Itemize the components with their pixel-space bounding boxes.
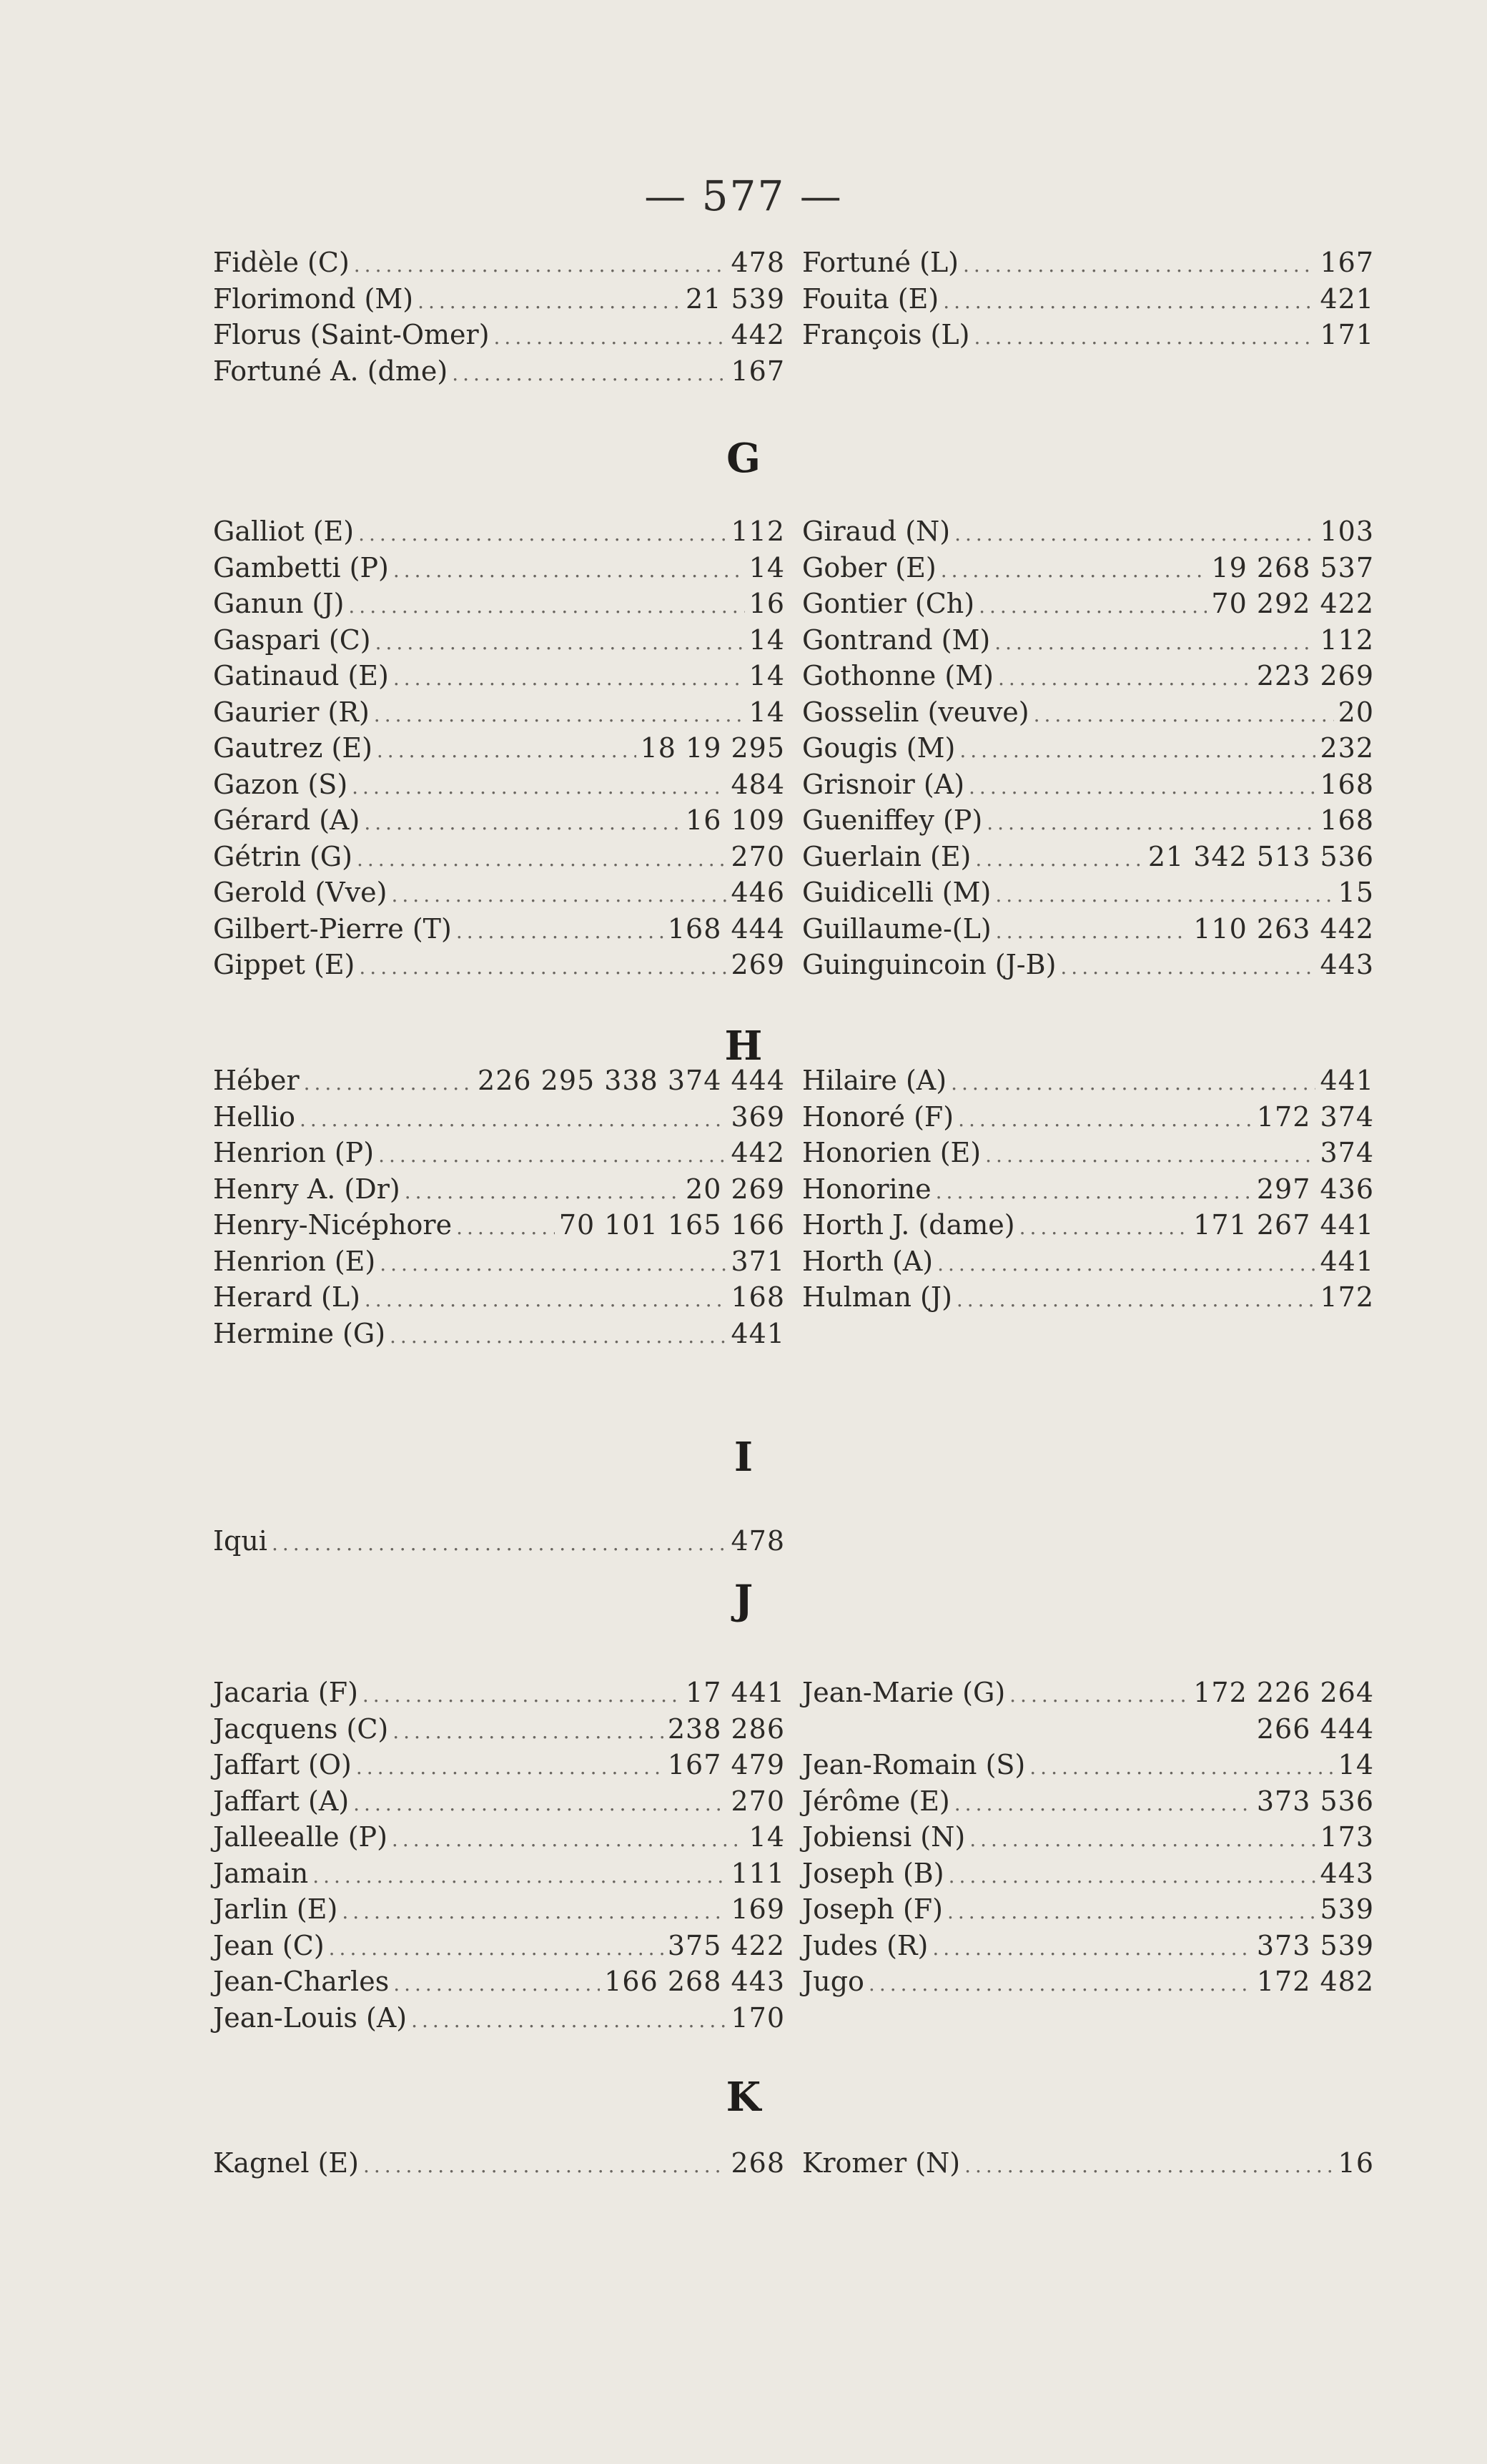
dot-leader bbox=[947, 1894, 1315, 1930]
entry-pages: 112 bbox=[1320, 624, 1374, 656]
dot-leader bbox=[974, 320, 1315, 355]
dot-leader bbox=[405, 1174, 681, 1210]
entry-pages: 14 bbox=[749, 660, 785, 691]
entry-pages: 172 374 bbox=[1256, 1100, 1374, 1133]
dot-leader bbox=[985, 1138, 1315, 1173]
index-entry bbox=[802, 1207, 1374, 1243]
entry-pages: 539 bbox=[1320, 1893, 1374, 1925]
entry-name: Gober (E) bbox=[802, 551, 937, 583]
index-entry bbox=[213, 1856, 785, 1892]
entry-name: Henrion (E) bbox=[213, 1245, 376, 1277]
entry-name: Gontier (Ch) bbox=[802, 588, 975, 619]
index-entry bbox=[213, 874, 785, 911]
entry-pages: 17 441 bbox=[686, 1677, 785, 1708]
index-entry bbox=[802, 1675, 1374, 1711]
index-entry bbox=[213, 658, 785, 694]
column-left bbox=[213, 245, 785, 389]
entry-name: Héber bbox=[213, 1065, 300, 1096]
index-entry bbox=[802, 911, 1374, 947]
entry-name: Jarlin (E) bbox=[213, 1893, 338, 1925]
entry-pages: 441 bbox=[731, 1317, 785, 1349]
dot-leader bbox=[353, 1786, 726, 1822]
entry-name: Honorien (E) bbox=[802, 1137, 982, 1168]
entry-name: Joseph (B) bbox=[802, 1857, 944, 1889]
index-entry bbox=[802, 839, 1374, 875]
entry-pages: 270 bbox=[731, 840, 785, 872]
entry-pages: 21 342 513 536 bbox=[1147, 840, 1374, 872]
entry-name: Gerold (Vve) bbox=[213, 877, 387, 908]
dot-leader bbox=[959, 733, 1315, 769]
index-entry bbox=[213, 1819, 785, 1856]
entry-pages: 172 bbox=[1320, 1281, 1374, 1313]
section-letter-g: G bbox=[726, 435, 761, 482]
index-entry bbox=[213, 2000, 785, 2036]
entry-name: Gambetti (P) bbox=[213, 551, 389, 583]
entry-pages: 375 422 bbox=[667, 1929, 785, 1961]
entry-name: Jean-Marie (G) bbox=[802, 1677, 1006, 1708]
dot-leader bbox=[348, 588, 744, 624]
index-entry bbox=[802, 1928, 1374, 1964]
index-entry bbox=[802, 1819, 1374, 1856]
dot-leader bbox=[996, 914, 1190, 950]
entry-name: Gérard (A) bbox=[213, 804, 360, 836]
dot-leader bbox=[1019, 1210, 1190, 1246]
entry-pages: 103 bbox=[1320, 516, 1374, 547]
index-entry bbox=[802, 1856, 1374, 1892]
dot-leader bbox=[418, 284, 681, 320]
dot-leader bbox=[393, 553, 745, 588]
entry-name: Gougis (M) bbox=[802, 732, 956, 764]
dot-leader bbox=[937, 1246, 1315, 1282]
entry-name: Florimond (M) bbox=[213, 282, 414, 315]
dot-leader bbox=[272, 1526, 727, 1562]
index-entry bbox=[802, 947, 1374, 983]
index-entry bbox=[802, 1963, 1374, 2000]
column-right bbox=[802, 2145, 1374, 2182]
index-entry bbox=[213, 1243, 785, 1280]
entry-pages: 16 bbox=[749, 588, 785, 619]
entry-name: Jaffart (A) bbox=[213, 1785, 350, 1817]
dot-leader bbox=[374, 697, 745, 733]
dot-leader bbox=[375, 625, 745, 661]
entry-name: Gosselin (veuve) bbox=[802, 696, 1029, 728]
entry-name: Hulman (J) bbox=[802, 1281, 952, 1313]
entry-name: Guidicelli (M) bbox=[802, 877, 992, 908]
dot-leader bbox=[358, 516, 726, 552]
index-entry bbox=[213, 947, 785, 983]
index-entry bbox=[802, 1243, 1374, 1280]
entry-pages: 421 bbox=[1320, 282, 1374, 315]
entry-pages: 373 539 bbox=[1256, 1929, 1374, 1961]
entry-pages: 112 bbox=[731, 516, 785, 547]
entry-pages: 18 19 295 bbox=[640, 732, 785, 764]
dot-leader bbox=[995, 877, 1333, 913]
entry-pages: 226 295 338 374 444 bbox=[478, 1065, 785, 1096]
entry-pages: 171 267 441 bbox=[1193, 1209, 1374, 1241]
column-left bbox=[213, 513, 785, 983]
index-entry bbox=[213, 839, 785, 875]
entry-name: Henry-Nicéphore bbox=[213, 1209, 453, 1241]
entry-pages: 170 bbox=[731, 2001, 785, 2034]
entry-name: Jacaria (F) bbox=[213, 1677, 358, 1708]
entry-name: Gontrand (M) bbox=[802, 624, 991, 656]
dot-leader bbox=[456, 914, 663, 950]
entry-name: Guillaume-(L) bbox=[802, 912, 992, 945]
dot-leader bbox=[494, 320, 727, 355]
entry-name: Jacquens (C) bbox=[213, 1713, 389, 1745]
entry-name: Gilbert-Pierre (T) bbox=[213, 912, 452, 945]
entry-pages: 442 bbox=[731, 1137, 785, 1168]
index-entry bbox=[802, 1099, 1374, 1135]
entry-name: Judes (R) bbox=[802, 1929, 929, 1961]
index-entry bbox=[802, 281, 1374, 317]
dot-leader bbox=[393, 1966, 600, 2002]
dot-leader bbox=[932, 1931, 1252, 1966]
entry-name: François (L) bbox=[802, 319, 970, 350]
dot-leader bbox=[949, 1858, 1316, 1894]
section-letter-i: I bbox=[733, 1434, 754, 1481]
dot-leader bbox=[998, 661, 1253, 696]
entry-name: Jean-Louis (A) bbox=[213, 2001, 407, 2034]
section-letter-h: H bbox=[724, 1022, 763, 1070]
entry-name: Honoré (F) bbox=[802, 1100, 954, 1133]
entry-pages: 266 444 bbox=[1256, 1713, 1374, 1745]
section-letter-k: K bbox=[726, 2074, 761, 2121]
entry-name: Horth J. (dame) bbox=[802, 1209, 1015, 1241]
entry-pages: 70 101 165 166 bbox=[558, 1209, 785, 1241]
entry-name: Iqui bbox=[213, 1525, 267, 1557]
dot-leader bbox=[963, 247, 1315, 283]
entry-name: Jalleealle (P) bbox=[213, 1821, 387, 1853]
dot-leader bbox=[312, 1858, 726, 1894]
index-entry bbox=[802, 767, 1374, 803]
dot-leader bbox=[364, 805, 681, 841]
dot-leader bbox=[342, 1894, 726, 1930]
entry-name: Gothonne (M) bbox=[802, 660, 994, 691]
index-entry bbox=[213, 911, 785, 947]
entry-pages: 168 bbox=[1320, 768, 1374, 800]
dot-leader bbox=[951, 1065, 1315, 1101]
entry-name: Galliot (E) bbox=[213, 516, 355, 547]
index-entry bbox=[213, 550, 785, 586]
entry-pages: 374 bbox=[1320, 1137, 1374, 1168]
column-right bbox=[802, 245, 1374, 353]
entry-pages: 15 bbox=[1338, 877, 1374, 908]
dot-leader bbox=[329, 1931, 663, 1966]
index-entry bbox=[213, 1316, 785, 1352]
dot-leader bbox=[979, 588, 1207, 624]
dot-leader bbox=[365, 1282, 727, 1318]
entry-pages: 168 bbox=[731, 1281, 785, 1313]
entry-name: Hermine (G) bbox=[213, 1317, 386, 1349]
index-entry bbox=[213, 1675, 785, 1711]
entry-pages: 14 bbox=[749, 624, 785, 656]
entry-pages: 268 bbox=[731, 2147, 785, 2179]
entry-pages: 443 bbox=[1320, 1857, 1374, 1889]
entry-pages: 168 bbox=[1320, 804, 1374, 836]
column-right bbox=[802, 1063, 1374, 1316]
entry-name: Guinguincoin (J-B) bbox=[802, 949, 1057, 980]
dot-leader bbox=[456, 1210, 555, 1246]
entry-pages: 446 bbox=[731, 877, 785, 908]
entry-name: Jaffart (O) bbox=[213, 1749, 352, 1780]
dot-leader bbox=[352, 769, 726, 805]
index-entry bbox=[213, 1711, 785, 1748]
entry-pages: 14 bbox=[749, 1821, 785, 1853]
dot-leader bbox=[958, 1102, 1253, 1138]
index-entry bbox=[213, 1747, 785, 1783]
entry-name: Gétrin (G) bbox=[213, 840, 352, 872]
column-left bbox=[213, 1523, 785, 1559]
dot-leader bbox=[393, 661, 745, 696]
entry-pages: 16 109 bbox=[686, 804, 785, 836]
dot-leader bbox=[969, 1822, 1315, 1858]
entry-name: Honorine bbox=[802, 1173, 932, 1205]
dot-leader bbox=[941, 553, 1207, 588]
page-number: — 577 — bbox=[644, 172, 843, 220]
index-entry bbox=[802, 1747, 1374, 1783]
dot-leader bbox=[300, 1102, 727, 1138]
dot-leader bbox=[936, 1174, 1253, 1210]
entry-pages: 478 bbox=[731, 247, 785, 278]
index-entry bbox=[213, 513, 785, 550]
index-entry bbox=[802, 317, 1374, 353]
index-entry bbox=[213, 694, 785, 731]
index-entry bbox=[213, 1099, 785, 1135]
index-entry bbox=[213, 1891, 785, 1928]
entry-name: Gazon (S) bbox=[213, 768, 348, 800]
entry-pages: 172 482 bbox=[1256, 1966, 1374, 1997]
index-entry bbox=[213, 1207, 785, 1243]
entry-name: Jugo bbox=[802, 1966, 864, 1997]
entry-pages: 14 bbox=[1338, 1749, 1374, 1780]
entry-name: Henrion (P) bbox=[213, 1137, 375, 1168]
entry-name: Gaspari (C) bbox=[213, 624, 371, 656]
dot-leader bbox=[304, 1065, 473, 1101]
index-entry bbox=[213, 1523, 785, 1559]
dot-leader bbox=[1060, 950, 1315, 985]
entry-pages: 441 bbox=[1320, 1065, 1374, 1096]
dot-leader bbox=[390, 1319, 726, 1354]
column-right bbox=[802, 513, 1374, 983]
entry-name: Kagnel (E) bbox=[213, 2147, 359, 2179]
index-entry bbox=[802, 1063, 1374, 1099]
dot-leader bbox=[964, 2148, 1334, 2184]
dot-leader bbox=[363, 2148, 727, 2184]
entry-pages: 443 bbox=[1320, 949, 1374, 980]
index-entry bbox=[213, 586, 785, 622]
column-right bbox=[802, 1675, 1374, 2000]
entry-pages: 441 bbox=[1320, 1245, 1374, 1277]
entry-name: Gatinaud (E) bbox=[213, 660, 389, 691]
index-entry bbox=[213, 353, 785, 390]
dot-leader bbox=[994, 625, 1315, 661]
entry-pages: 442 bbox=[731, 319, 785, 350]
entry-name: Florus (Saint-Omer) bbox=[213, 319, 490, 350]
column-left bbox=[213, 1675, 785, 2036]
entry-pages: 369 bbox=[731, 1100, 785, 1133]
entry-name: Ganun (J) bbox=[213, 588, 345, 619]
entry-pages: 16 bbox=[1338, 2147, 1374, 2179]
dot-leader bbox=[380, 1246, 726, 1282]
index-entry bbox=[802, 1171, 1374, 1208]
index-entry bbox=[213, 1171, 785, 1208]
entry-pages: 173 bbox=[1320, 1821, 1374, 1853]
dot-leader bbox=[356, 1750, 663, 1785]
entry-name: Jamain bbox=[213, 1857, 309, 1889]
entry-name: Gueniffey (P) bbox=[802, 804, 983, 836]
entry-pages: 169 bbox=[731, 1893, 785, 1925]
entry-name: Giraud (N) bbox=[802, 516, 951, 547]
index-entry bbox=[213, 802, 785, 839]
entry-pages: 232 bbox=[1320, 732, 1374, 764]
dot-leader bbox=[392, 877, 727, 913]
entry-pages: 171 bbox=[1320, 319, 1374, 350]
entry-name: Horth (A) bbox=[802, 1245, 934, 1277]
entry-name: Jobiensi (N) bbox=[802, 1821, 966, 1853]
entry-pages: 167 bbox=[1320, 247, 1374, 278]
dot-leader bbox=[452, 356, 726, 392]
entry-name: Hilaire (A) bbox=[802, 1065, 947, 1096]
dot-leader bbox=[1009, 1677, 1189, 1713]
entry-name: Jean-Charles bbox=[213, 1966, 390, 1997]
entry-pages: 223 269 bbox=[1256, 660, 1374, 691]
entry-name: Fortuné A. (dme) bbox=[213, 355, 448, 387]
index-entry bbox=[213, 1963, 785, 2000]
index-entry bbox=[802, 1783, 1374, 1820]
index-entry bbox=[802, 730, 1374, 767]
entry-name: Hellio bbox=[213, 1100, 295, 1133]
entry-pages: 70 292 422 bbox=[1211, 588, 1374, 619]
entry-pages: 238 286 bbox=[667, 1713, 785, 1745]
index-entry bbox=[213, 1928, 785, 1964]
dot-leader bbox=[869, 1966, 1253, 2002]
dot-leader bbox=[378, 1138, 726, 1173]
entry-name: Jean (C) bbox=[213, 1929, 325, 1961]
index-entry bbox=[213, 730, 785, 767]
index-entry bbox=[213, 622, 785, 659]
entry-pages: 269 bbox=[731, 949, 785, 980]
entry-name: Fortuné (L) bbox=[802, 247, 959, 278]
dot-leader bbox=[392, 1822, 745, 1858]
index-entry bbox=[213, 2145, 785, 2182]
index-entry bbox=[802, 586, 1374, 622]
dot-leader bbox=[1029, 1750, 1333, 1785]
entry-pages: 371 bbox=[731, 1245, 785, 1277]
entry-pages: 172 226 264 bbox=[1193, 1677, 1374, 1708]
entry-pages: 14 bbox=[749, 551, 785, 583]
index-entry bbox=[213, 1063, 785, 1099]
entry-name: Gautrez (E) bbox=[213, 732, 372, 764]
dot-leader bbox=[411, 2003, 726, 2039]
index-entry bbox=[213, 245, 785, 281]
dot-leader bbox=[354, 247, 727, 283]
entry-name: Fouita (E) bbox=[802, 282, 939, 315]
index-entry bbox=[802, 513, 1374, 550]
index-entry bbox=[802, 245, 1374, 281]
entry-pages: 167 479 bbox=[667, 1749, 785, 1780]
dot-leader bbox=[392, 1714, 663, 1750]
entry-name: Fidèle (C) bbox=[213, 247, 350, 278]
index-entry bbox=[802, 550, 1374, 586]
entry-name: Guerlain (E) bbox=[802, 840, 972, 872]
entry-pages: 166 268 443 bbox=[604, 1966, 785, 1997]
entry-name: Henry A. (Dr) bbox=[213, 1173, 400, 1205]
entry-name: Gippet (E) bbox=[213, 949, 355, 980]
entry-pages: 21 539 bbox=[686, 282, 785, 315]
entry-pages: 478 bbox=[731, 1525, 785, 1557]
dot-leader bbox=[359, 950, 726, 985]
dot-leader bbox=[943, 284, 1315, 320]
index-entry bbox=[802, 694, 1374, 731]
dot-leader bbox=[957, 1282, 1316, 1318]
entry-name: Jérôme (E) bbox=[802, 1785, 950, 1817]
dot-leader bbox=[987, 805, 1315, 841]
entry-name: Kromer (N) bbox=[802, 2147, 961, 2179]
dot-leader bbox=[954, 516, 1315, 552]
index-entry bbox=[802, 1891, 1374, 1928]
entry-pages: 111 bbox=[731, 1857, 785, 1889]
entry-pages: 297 436 bbox=[1256, 1173, 1374, 1205]
index-entry bbox=[802, 658, 1374, 694]
dot-leader bbox=[954, 1786, 1253, 1822]
entry-name: Herard (L) bbox=[213, 1281, 360, 1313]
index-entry bbox=[802, 1135, 1374, 1171]
entry-pages: 373 536 bbox=[1256, 1785, 1374, 1817]
dot-leader bbox=[1034, 697, 1334, 733]
dot-leader bbox=[377, 733, 636, 769]
entry-pages: 484 bbox=[731, 768, 785, 800]
index-entry bbox=[213, 1279, 785, 1316]
column-left bbox=[213, 2145, 785, 2182]
entry-pages: 19 268 537 bbox=[1211, 551, 1374, 583]
dot-leader bbox=[362, 1677, 681, 1713]
entry-pages: 110 263 442 bbox=[1193, 912, 1374, 945]
index-entry bbox=[802, 2145, 1374, 2182]
section-letter-j: J bbox=[733, 1577, 754, 1624]
index-entry bbox=[213, 1783, 785, 1820]
dot-leader bbox=[969, 769, 1315, 805]
index-entry bbox=[802, 622, 1374, 659]
entry-name: Joseph (F) bbox=[802, 1893, 943, 1925]
entry-name: Gaurier (R) bbox=[213, 696, 370, 728]
entry-pages: 168 444 bbox=[667, 912, 785, 945]
index-entry bbox=[802, 874, 1374, 911]
entry-pages: 20 bbox=[1338, 696, 1374, 728]
index-entry bbox=[802, 1711, 1374, 1748]
dot-leader bbox=[357, 842, 726, 877]
entry-name: Grisnoir (A) bbox=[802, 768, 965, 800]
entry-pages: 14 bbox=[749, 696, 785, 728]
column-left bbox=[213, 1063, 785, 1351]
entry-pages: 167 bbox=[731, 355, 785, 387]
entry-name: Jean-Romain (S) bbox=[802, 1749, 1026, 1780]
index-entry bbox=[213, 317, 785, 353]
index-entry bbox=[802, 1279, 1374, 1316]
index-entry bbox=[213, 281, 785, 317]
dot-leader bbox=[975, 842, 1143, 877]
index-entry bbox=[802, 802, 1374, 839]
index-entry bbox=[213, 1135, 785, 1171]
entry-pages: 20 269 bbox=[686, 1173, 785, 1205]
entry-pages: 270 bbox=[731, 1785, 785, 1817]
index-entry bbox=[213, 767, 785, 803]
